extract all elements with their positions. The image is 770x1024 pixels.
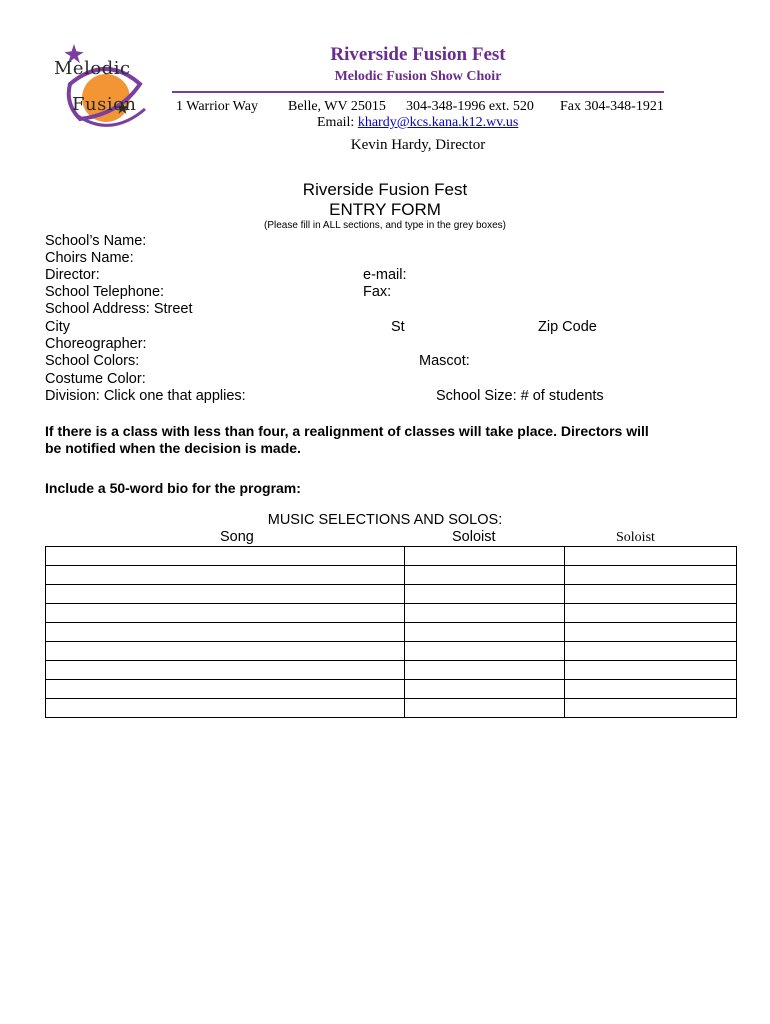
table-row	[46, 585, 737, 604]
table-row	[46, 547, 737, 566]
soloist-cell[interactable]	[405, 585, 565, 604]
soloist-cell[interactable]	[405, 623, 565, 642]
header-fax: Fax 304-348-1921	[560, 99, 664, 114]
realignment-notice-line2: be notified when the decision is made.	[45, 440, 301, 456]
soloist-cell[interactable]	[565, 680, 737, 699]
soloist-cell[interactable]	[405, 566, 565, 585]
soloist-cell[interactable]	[565, 699, 737, 718]
field-zip[interactable]: Zip Code	[538, 319, 597, 335]
column-song: Song	[220, 529, 254, 545]
field-school-size[interactable]: School Size: # of students	[436, 388, 604, 404]
soloist-cell[interactable]	[405, 642, 565, 661]
logo-graphic	[50, 44, 162, 144]
column-soloist-2: Soloist	[616, 530, 655, 545]
song-cell[interactable]	[46, 547, 405, 566]
logo-word-melodic: Melodic	[54, 58, 131, 79]
field-school-name[interactable]: School’s Name:	[45, 233, 147, 249]
header-director: Kevin Hardy, Director	[350, 137, 486, 153]
song-cell[interactable]	[46, 680, 405, 699]
field-telephone[interactable]: School Telephone:	[45, 284, 165, 300]
soloist-cell[interactable]	[565, 547, 737, 566]
table-row	[46, 642, 737, 661]
song-cell[interactable]	[46, 566, 405, 585]
table-row	[46, 680, 737, 699]
field-mascot[interactable]: Mascot:	[419, 353, 470, 369]
soloist-cell[interactable]	[405, 604, 565, 623]
field-address-street[interactable]: School Address: Street	[45, 301, 193, 317]
field-costume-color[interactable]: Costume Color:	[45, 371, 146, 387]
soloist-cell[interactable]	[405, 547, 565, 566]
song-cell[interactable]	[46, 604, 405, 623]
form-title-line2: ENTRY FORM	[329, 200, 441, 219]
field-division[interactable]: Division: Click one that applies:	[45, 388, 246, 404]
soloist-cell[interactable]	[565, 585, 737, 604]
soloist-cell[interactable]	[565, 566, 737, 585]
song-cell[interactable]	[46, 623, 405, 642]
form-title-line1: Riverside Fusion Fest	[302, 180, 468, 199]
field-email[interactable]: e-mail:	[363, 267, 407, 283]
header-email-line	[317, 115, 518, 131]
melodic-fusion-logo	[50, 44, 162, 144]
header-phone: 304-348-1996 ext. 520	[406, 99, 534, 114]
header-city-state: Belle, WV 25015	[288, 99, 386, 114]
email-label: Email:	[317, 115, 355, 130]
email-link[interactable]: khardy@kcs.kana.k12.wv.us	[357, 115, 519, 130]
header-title: Riverside Fusion Fest	[330, 44, 506, 65]
field-city[interactable]: City	[45, 319, 70, 335]
bio-instruction: Include a 50-word bio for the program:	[45, 480, 301, 496]
logo-word-fusion: Fusion	[72, 94, 137, 115]
table-row	[46, 661, 737, 680]
field-school-colors[interactable]: School Colors:	[45, 353, 140, 369]
soloist-cell[interactable]	[405, 699, 565, 718]
soloist-cell[interactable]	[405, 680, 565, 699]
song-cell[interactable]	[46, 661, 405, 680]
realignment-notice-line1: If there is a class with less than four, a realignment of classes will take place. Directors will	[45, 423, 649, 439]
music-selections-table	[45, 546, 737, 718]
header-address: 1 Warrior Way	[176, 99, 258, 114]
music-selections-heading: MUSIC SELECTIONS AND SOLOS:	[267, 512, 503, 528]
header-subtitle: Melodic Fusion Show Choir	[334, 69, 502, 84]
table-row	[46, 566, 737, 585]
soloist-cell[interactable]	[565, 604, 737, 623]
table-row	[46, 699, 737, 718]
header-divider	[172, 91, 664, 93]
field-fax[interactable]: Fax:	[363, 284, 392, 300]
song-cell[interactable]	[46, 585, 405, 604]
field-director[interactable]: Director:	[45, 267, 100, 283]
field-choreographer[interactable]: Choreographer:	[45, 336, 147, 352]
column-soloist-1: Soloist	[452, 529, 496, 545]
form-instructions: (Please fill in ALL sections, and type in the grey boxes)	[264, 220, 506, 231]
field-state[interactable]: St	[391, 319, 405, 335]
song-cell[interactable]	[46, 699, 405, 718]
soloist-cell[interactable]	[565, 661, 737, 680]
table-row	[46, 604, 737, 623]
table-row	[46, 623, 737, 642]
song-cell[interactable]	[46, 642, 405, 661]
soloist-cell[interactable]	[565, 623, 737, 642]
soloist-cell[interactable]	[405, 661, 565, 680]
soloist-cell[interactable]	[565, 642, 737, 661]
field-choirs-name[interactable]: Choirs Name:	[45, 250, 134, 266]
